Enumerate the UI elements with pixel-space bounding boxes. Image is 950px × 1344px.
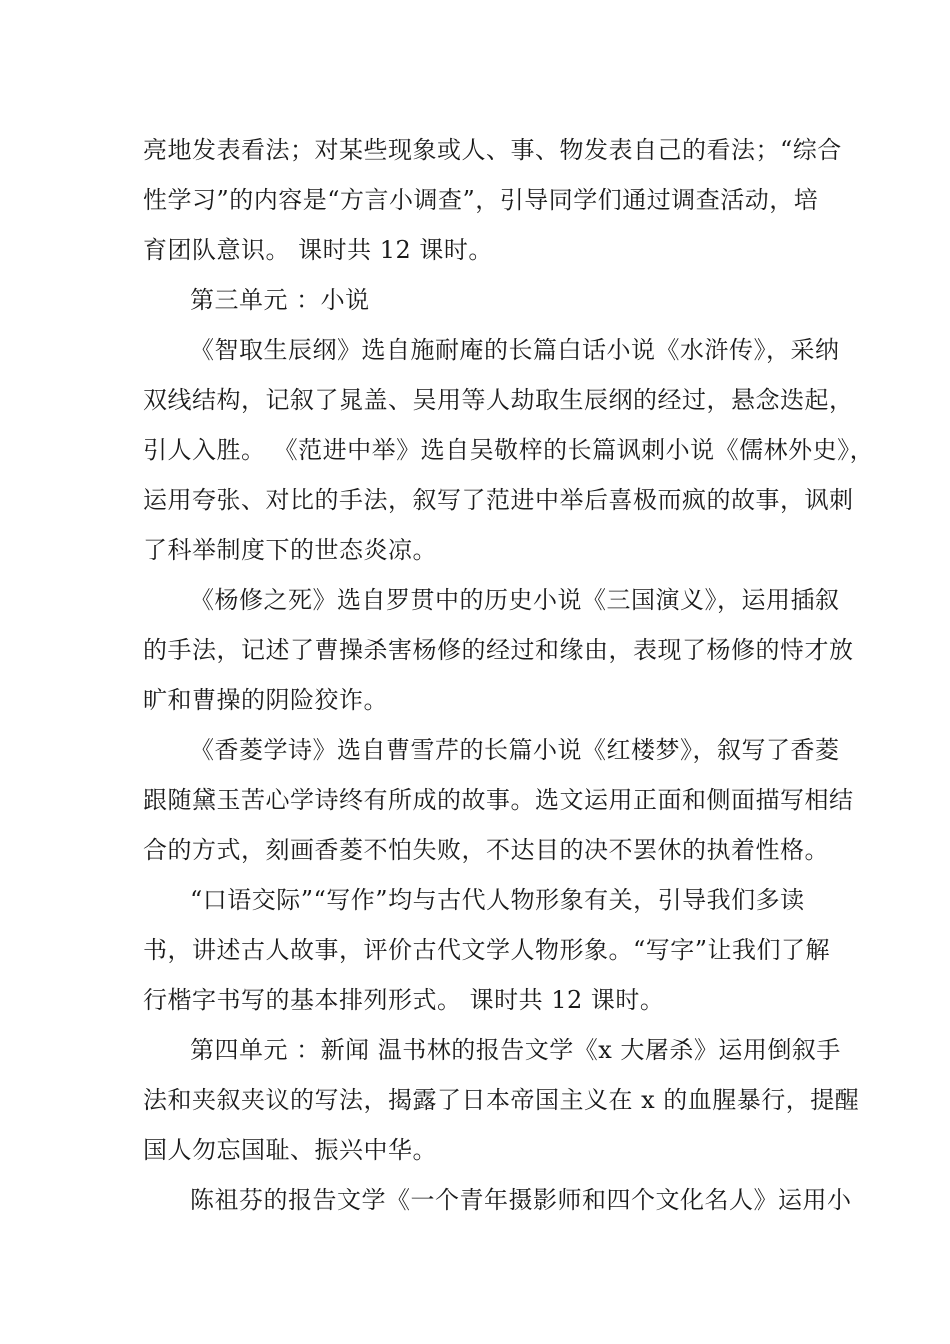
text-line: 行楷字书写的基本排列形式。 课时共 12 课时。 <box>143 986 665 1014</box>
text-line: 合的方式，刻画香菱不怕失败，不达目的决不罢休的执着性格。 <box>143 836 829 864</box>
text-line: 书，讲述古人故事，评价古代文学人物形象。“写字”让我们了解 <box>143 936 831 964</box>
section-heading: 第三单元 ：小说 <box>190 286 370 314</box>
text-line: “口语交际”“写作”均与古代人物形象有关，引导我们多读 <box>190 886 805 914</box>
text-line: 性学习”的内容是“方言小调查”，引导同学们通过调查活动，培 <box>143 186 819 214</box>
text-line: 跟随黛玉苦心学诗终有所成的故事。选文运用正面和侧面描写相结 <box>143 786 854 814</box>
text-line: 《智取生辰纲》选自施耐庵的长篇白话小说《水浒传》，采纳 <box>190 336 840 364</box>
text-line: 运用夸张、对比的手法，叙写了范进中举后喜极而疯的故事，讽刺 <box>143 486 854 514</box>
text-line: 了科举制度下的世态炎凉。 <box>143 536 437 564</box>
text-line: 法和夹叙夹议的写法，揭露了日本帝国主义在 x 的血腥暴行，提醒 <box>143 1086 860 1114</box>
text-line: 旷和曹操的阴险狡诈。 <box>143 686 388 714</box>
text-line: 亮地发表看法；对某些现象或人、事、物发表自己的看法；“综合 <box>143 136 842 164</box>
text-line: 引人入胜。 《范进中举》选自吴敬梓的长篇讽刺小说《儒林外史》， <box>143 436 875 464</box>
text-line: 《杨修之死》选自罗贯中的历史小说《三国演义》，运用插叙 <box>190 586 840 614</box>
text-line: 国人勿忘国耻、振兴中华。 <box>143 1136 437 1164</box>
text-line: 双线结构，记叙了晁盖、吴用等人劫取生辰纲的经过，悬念迭起， <box>143 386 854 414</box>
text-line: 育团队意识。 课时共 12 课时。 <box>143 236 493 264</box>
text-line: 陈祖芬的报告文学《一个青年摄影师和四个文化名人》运用小 <box>190 1186 852 1214</box>
text-line: 的手法，记述了曹操杀害杨修的经过和缘由，表现了杨修的恃才放 <box>143 636 854 664</box>
section-heading: 第四单元 ：新闻 温书林的报告文学《x 大屠杀》运用倒叙手 <box>190 1036 841 1064</box>
text-line: 《香菱学诗》选自曹雪芹的长篇小说《红楼梦》，叙写了香菱 <box>190 736 840 764</box>
